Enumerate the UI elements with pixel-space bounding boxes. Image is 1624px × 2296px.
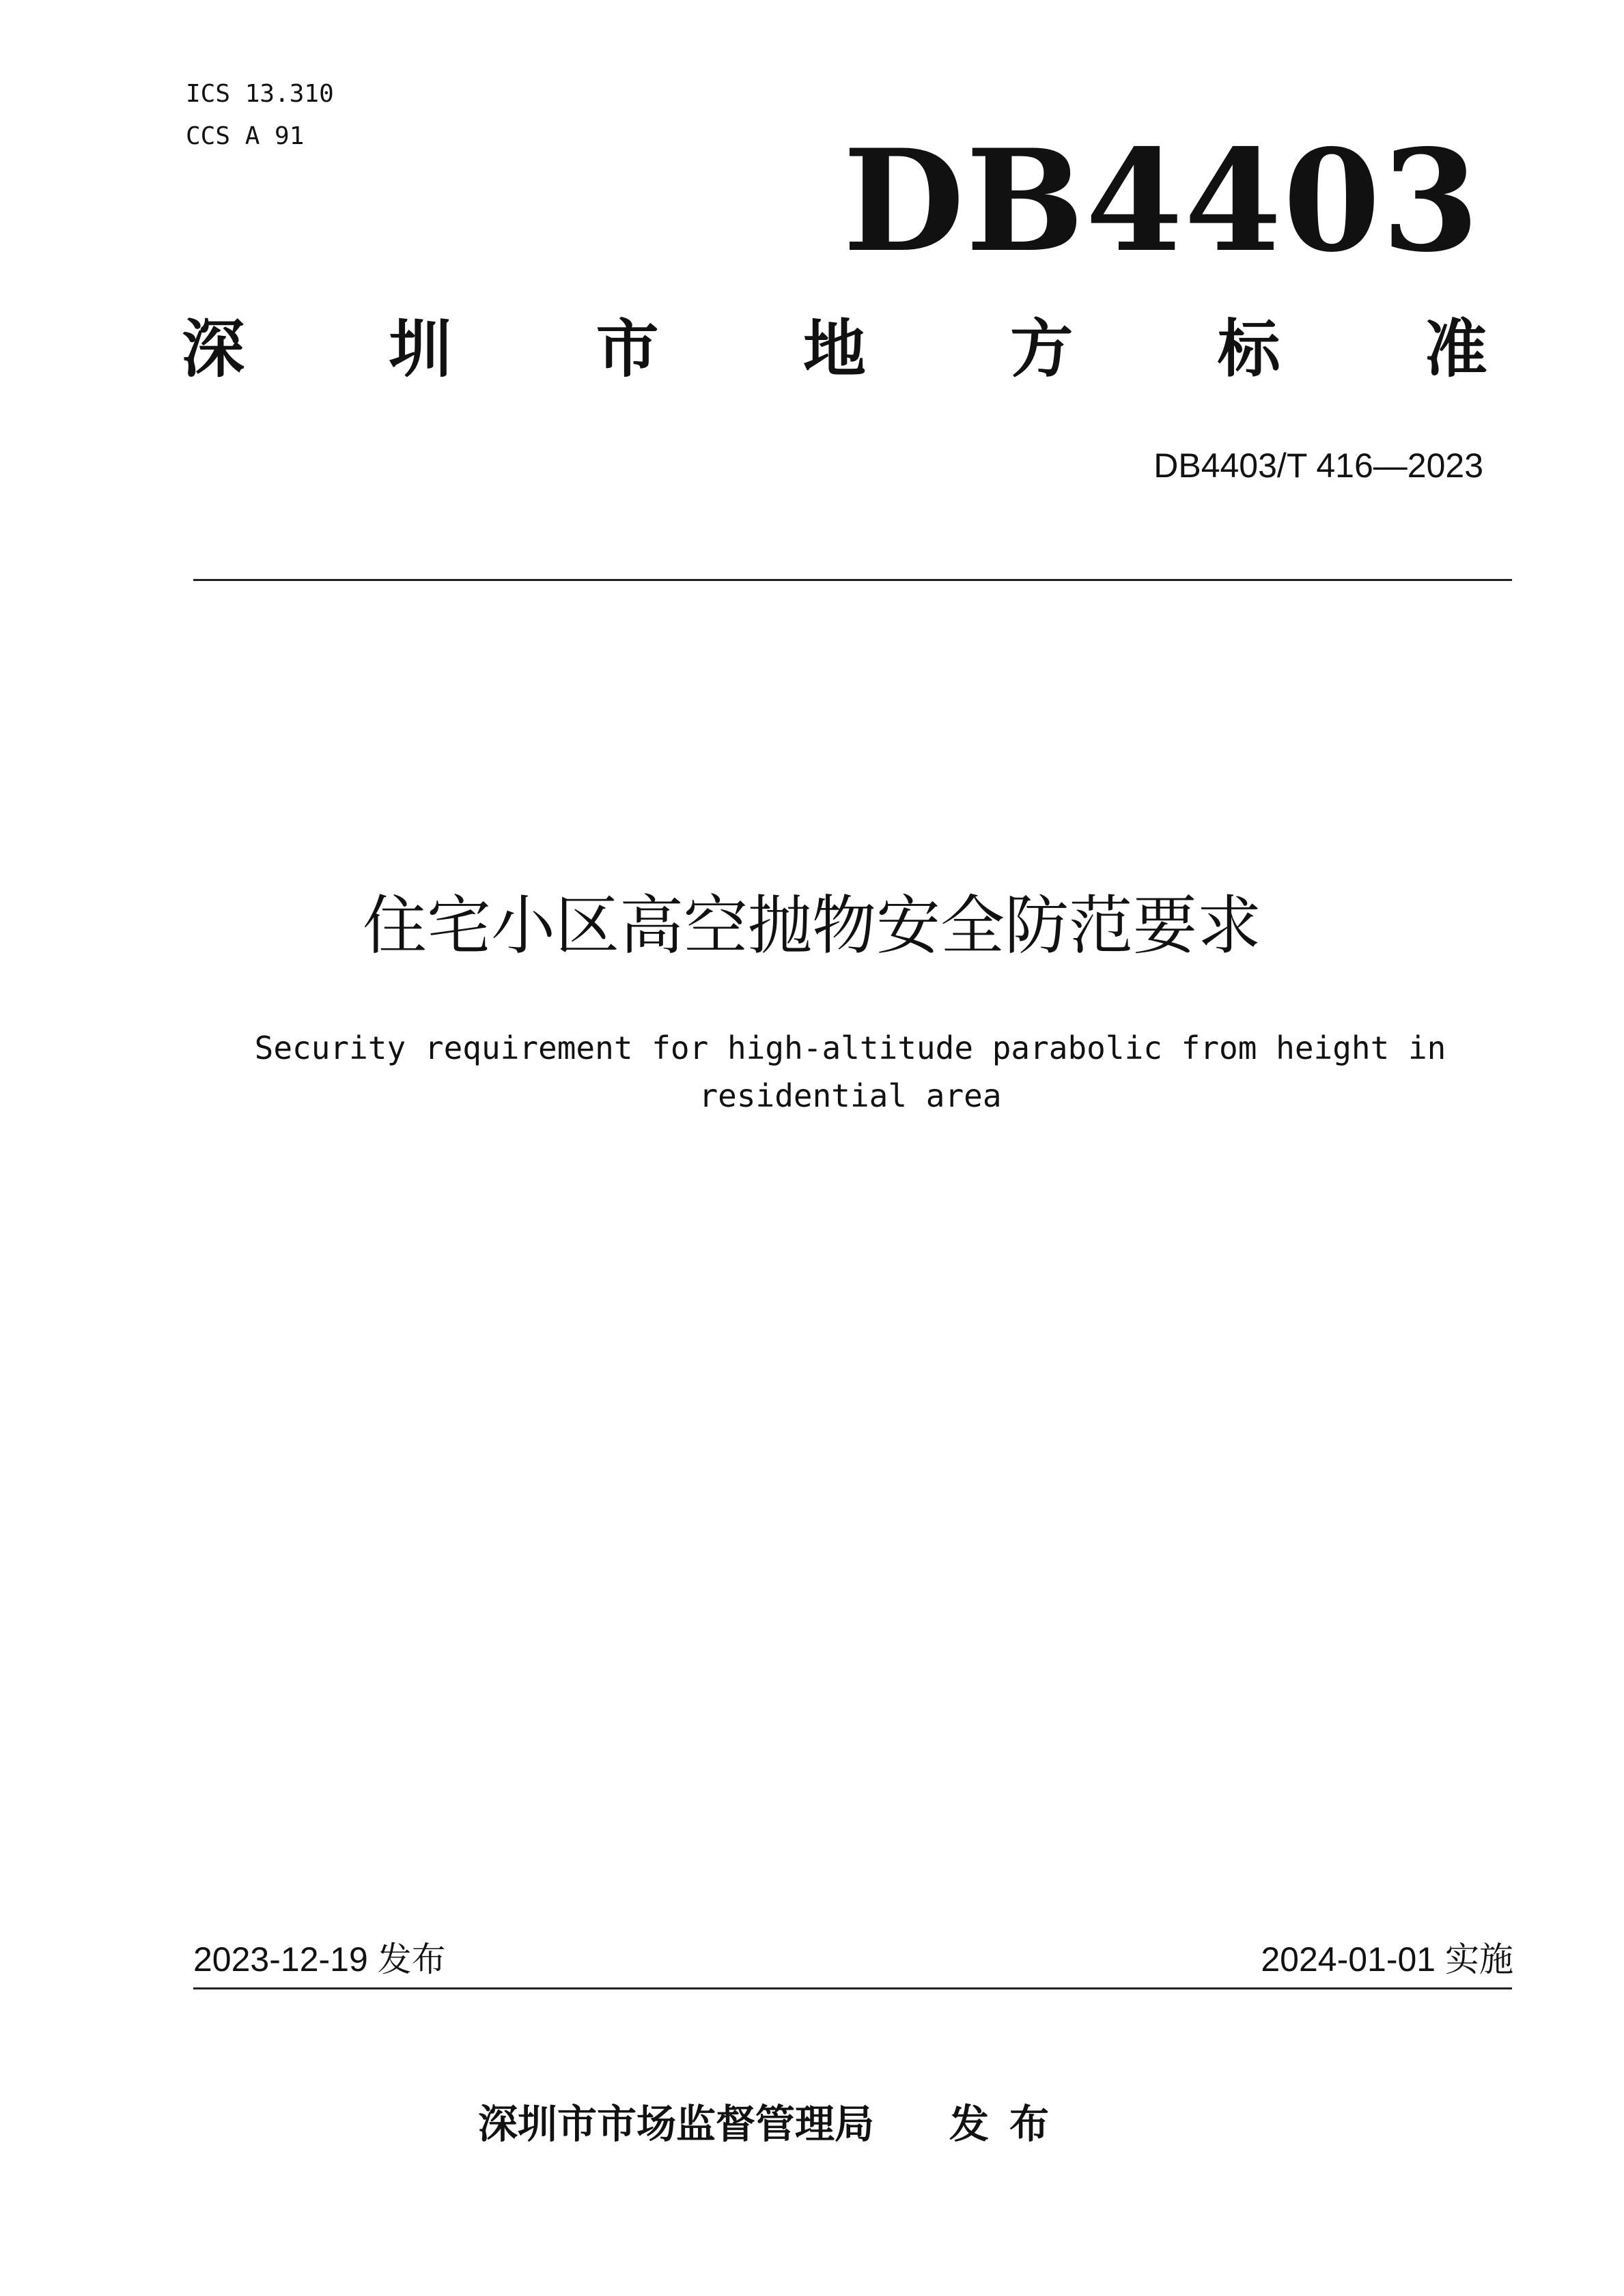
standard-type-char: 方 — [1010, 313, 1074, 386]
standard-number: DB4403/T 416—2023 — [1153, 447, 1483, 485]
english-title-line: Security requirement for high-altitude parabolic from height in — [254, 1030, 1446, 1066]
standard-type-char: 准 — [1424, 313, 1487, 386]
standard-type-char: 市 — [596, 313, 659, 386]
bottom-divider — [193, 1987, 1512, 1989]
standard-type-char: 圳 — [389, 313, 452, 386]
document-title-english — [0, 1024, 1624, 1120]
publish-label: 发布 — [949, 2101, 1070, 2147]
english-title-line: residential area — [699, 1077, 1002, 1114]
standard-type-char: 标 — [1217, 313, 1280, 386]
ccs-code: CCS A 91 — [186, 122, 305, 150]
document-title-chinese: 住宅小区高空抛物安全防范要求 — [362, 889, 1261, 963]
standard-type-heading — [179, 315, 1490, 384]
top-divider — [193, 579, 1512, 581]
issue-date: 2023-12-19 发布 — [193, 1940, 446, 1979]
standard-type-char: 深 — [181, 313, 244, 386]
standard-code-heading: DB4403 — [843, 119, 1481, 283]
implementation-date: 2024-01-01 实施 — [1261, 1940, 1513, 1979]
publisher-line — [478, 2100, 1069, 2148]
ics-code: ICS 13.310 — [186, 80, 334, 108]
publisher-name: 深圳市市场监督管理局 — [478, 2101, 875, 2147]
standard-type-char: 地 — [802, 313, 866, 386]
